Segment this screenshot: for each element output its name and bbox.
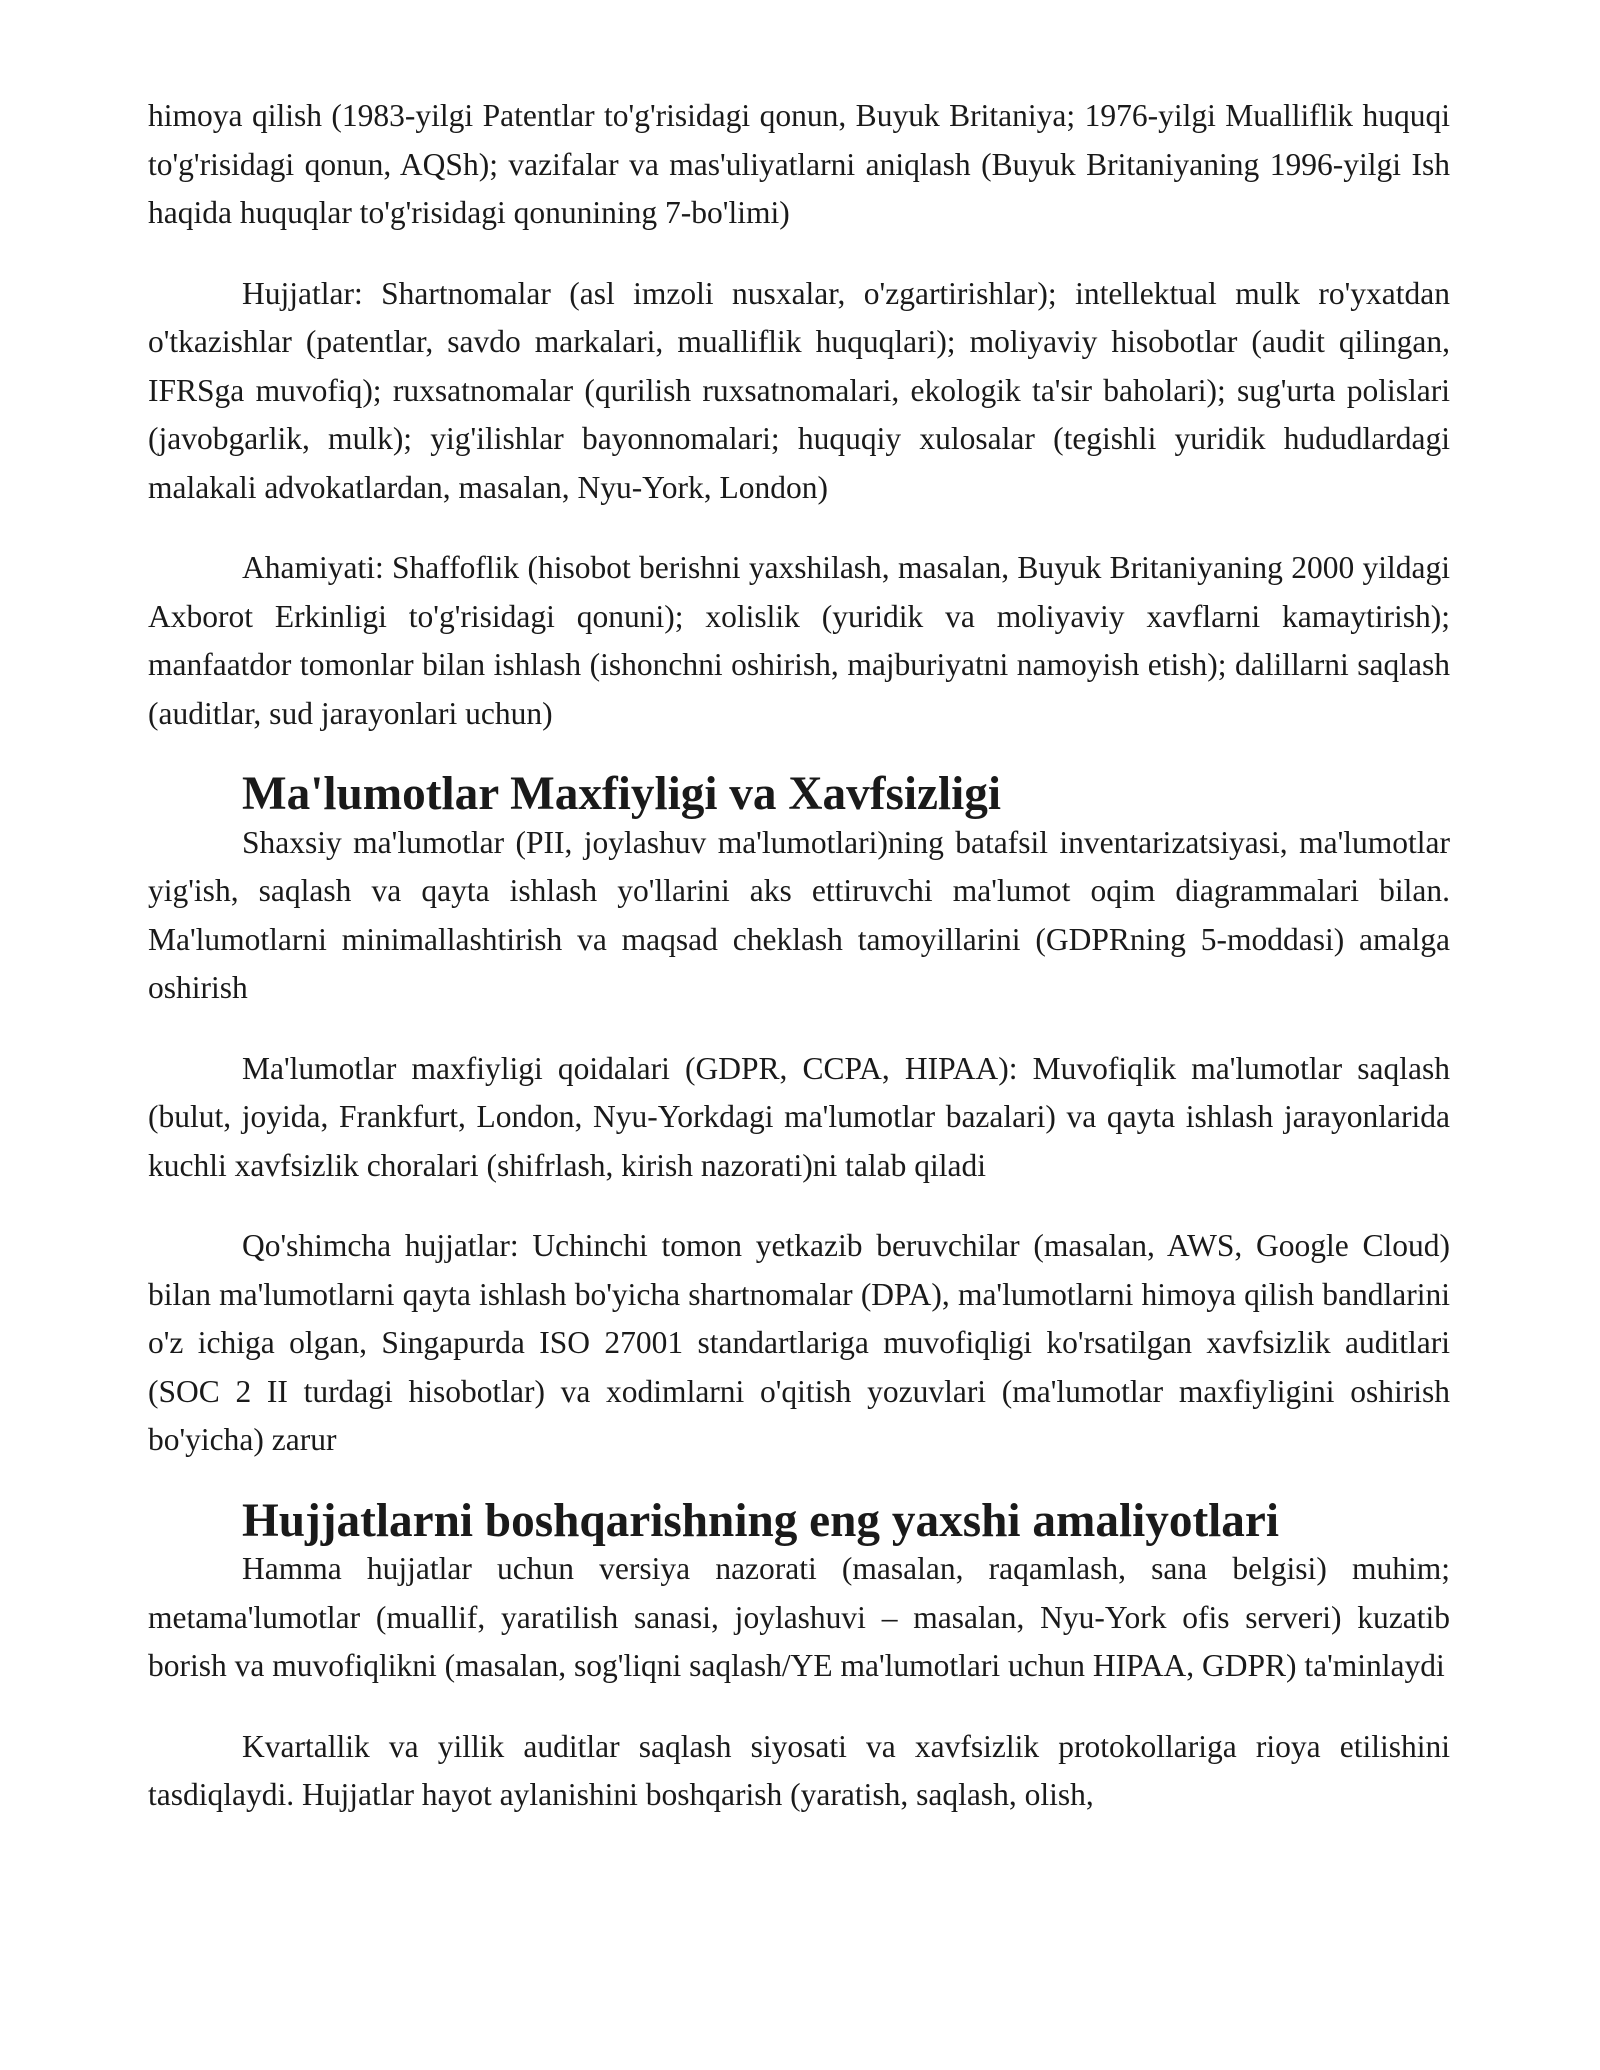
- paragraph-documents: Hujjatlar: Shartnomalar (asl imzoli nusxalar, o'zgartirishlar); intellektual mulk ro'yxatdan o'tkazishlar (patentlar, savdo markalari, mualliflik huquqlari); moliyaviy hisobotlar (audit qilingan, IFRSga muvofiq); ruxsatnomalar (qurilish ruxsatnomalari, ekologik ta'sir baholari); sug'urta polislari (javobgarlik, mulk); yig'ilishlar bayonnomalari; huquqiy xulosalar (tegishli yuridik hududlardagi malakali advokatlardan, masalan, Nyu-York, London): [148, 275, 1450, 505]
- paragraph-personal-data: Shaxsiy ma'lumotlar (PII, joylashuv ma'lumotlari)ning batafsil inventarizatsiyasi, ma'lumotlar yig'ish, saqlash va qayta ishlash yo'llarini aks ettiruvchi ma'lumot oqim diagrammalari bilan. Ma'lumotlarni minimallashtirish va maqsad cheklash tamoyillarini (GDPRning 5-moddasi) amalga oshirish: [148, 824, 1450, 1005]
- document-page: [148, 92, 1450, 1820]
- paragraph-version-control: Hamma hujjatlar uchun versiya nazorati (masalan, raqamlash, sana belgisi) muhim; metama'lumotlar (muallif, yaratilish sanasi, joylashuvi – masalan, Nyu-York ofis serveri) kuzatib borish va muvofiqlikni (masalan, sog'liqni saqlash/YE ma'lumotlari uchun HIPAA, GDPR) ta'minlaydi: [148, 1551, 1450, 1683]
- paragraph-privacy-rules: Ma'lumotlar maxfiyligi qoidalari (GDPR, CCPA, HIPAA): Muvofiqlik ma'lumotlar saqlash (bulut, joyida, Frankfurt, London, Nyu-Yorkdagi ma'lumotlar bazalari) va qayta ishlash jarayonlarida kuchli xavfsizlik choralari (shifrlash, kirish nazorati)ni talab qiladi: [148, 1050, 1450, 1183]
- section-heading-data-privacy: Ma'lumotlar Maxfiyligi va Xavfsizligi: [242, 768, 1001, 820]
- paragraph-continued: himoya qilish (1983-yilgi Patentlar to'g'risidagi qonun, Buyuk Britaniya; 1976-yilgi Mualliflik huquqi to'g'risidagi qonun, AQSh); vazifalar va mas'uliyatlarni aniqlash (Buyuk Britaniyaning 1996-yilgi Ish haqida huquqlar to'g'risidagi qonunining 7-bo'limi): [148, 98, 1450, 230]
- paragraph-additional-documents: Qo'shimcha hujjatlar: Uchinchi tomon yetkazib beruvchilar (masalan, AWS, Google Cloud) bilan ma'lumotlarni qayta ishlash bo'yicha shartnomalar (DPA), ma'lumotlarni himoya qilish bandlarini o'z ichiga olgan, Singapurda ISO 27001 standartlariga muvofiqligi ko'rsatilgan xavfsizlik auditlari (SOC 2 II turdagi hisobotlar) va xodimlarni o'qitish yozuvlari (ma'lumotlar maxfiyligini oshirish bo'yicha) zarur: [148, 1228, 1450, 1457]
- paragraph-importance: Ahamiyati: Shaffoflik (hisobot berishni yaxshilash, masalan, Buyuk Britaniyaning 2000 yildagi Axborot Erkinligi to'g'risidagi qonuni); xolislik (yuridik va moliyaviy xavflarni kamaytirish); manfaatdor tomonlar bilan ishlash (ishonchni oshirish, majburiyatni namoyish etish); dalillarni saqlash (auditlar, sud jarayonlari uchun): [148, 550, 1450, 731]
- section-heading-best-practices: Hujjatlarni boshqarishning eng yaxshi amaliyotlari: [242, 1494, 1280, 1547]
- paragraph-audits: Kvartallik va yillik auditlar saqlash siyosati va xavfsizlik protokollariga rioya etilishini tasdiqlaydi. Hujjatlar hayot aylanishini boshqarish (yaratish, saqlash, olish,: [148, 1728, 1450, 1812]
